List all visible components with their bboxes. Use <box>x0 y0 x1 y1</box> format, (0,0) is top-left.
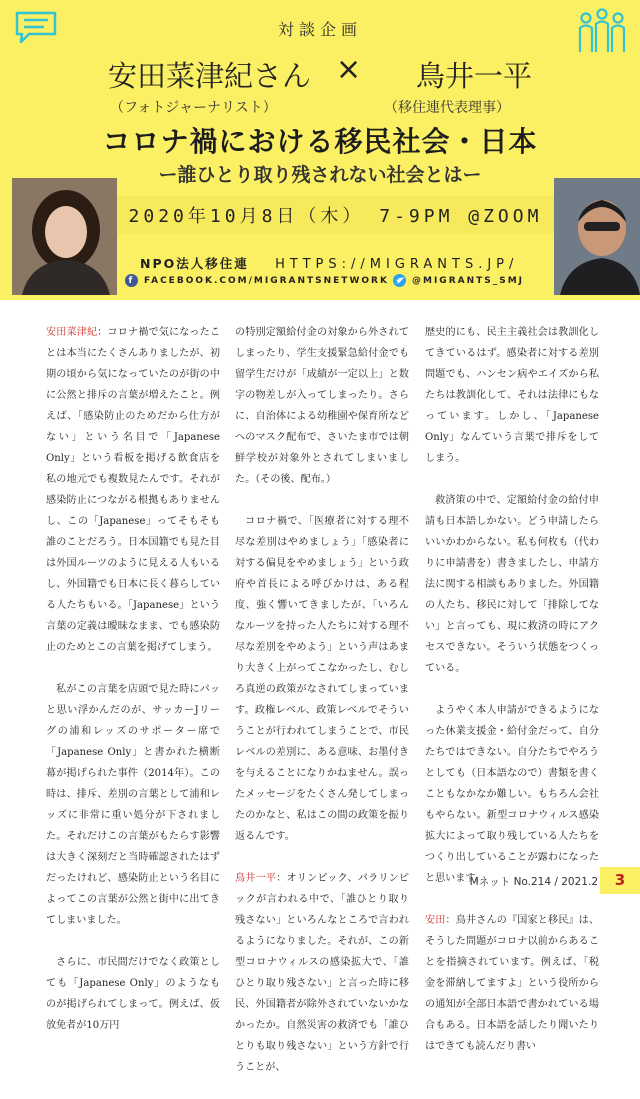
guest2-name: 鳥井一平 <box>416 59 533 93</box>
guest1-name: 安田菜津紀さん <box>108 59 312 93</box>
speaker-name: 安田菜津紀 <box>46 327 98 338</box>
guest1-photo <box>12 178 117 295</box>
org-url-link[interactable]: HTTPS://MIGRANTS.JP/ <box>275 257 519 272</box>
facebook-link[interactable] <box>125 274 389 287</box>
paragraph: コロナ禍で、「医療者に対する理不尽な差別はやめましょう」「感染者に対する偏見をやめましょう」という政府や首長による呼びかけは、ある程度、強く響いてきましたが、「いろんなルーツを持った人たちに対する理不尽な差別をやめよう」という声はあまり大きく上がってこなかったし、むしろ真逆の政策がなされてしまっています。政権レベル、政策レベルでそういうことが行われてしまうことで、市民レベルの差別に、ある意味、お墨付きを与えることになりかねません。誤ったメッセージをたくさん発してしまったのかなと、私はこの間の政策を振り返るんです。 <box>235 516 409 842</box>
guest1-role: （フォトジャーナリスト） <box>110 100 277 116</box>
speaker-name: 鳥井一平 <box>235 873 277 884</box>
event-banner <box>0 0 640 300</box>
series-label: 対談企画 <box>277 20 362 39</box>
paragraph: ようやく本人申請ができるようになった休業支援金・給付金だって、自分たちではできない。自分たちでやろうとしても（日本語なので）書類を書くこともなかなか難しい。もちろん会社もやらない。新型コロナウィルス感染拡大によって取り残している人たちをつくり出していることが露わになったと思います。 <box>425 705 599 884</box>
social-links <box>125 274 545 290</box>
paragraph: 鳥井一平：オリンピック、パラリンピックが言われる中で、「誰ひとり取り残さない」といろんなところで言われるようになりました。それが、この新型コロナウィルスの感染拡大で、「誰ひとり取り残さない」と言った時に移民、外国籍者が除外されていないかなかったか。自然災害の救済でも「誰ひとりも取り残さない」という方針で行うことが、 <box>235 873 410 1073</box>
guest2-role: （移住連代表理事） <box>384 100 510 116</box>
paragraph: 安田：鳥井さんの『国家と移民』は、そうした問題がコロナ以前からあることを指摘されています。例えば、「税金を滞納してますよ」という役所からの通知が全部日本語で書かれている場合もある。日本語を話したり聞いたりはできても読んだり書い <box>425 915 600 1052</box>
cross-symbol: × <box>336 52 362 87</box>
event-subtitle: ー誰ひとり取り残されない社会とはー <box>158 164 482 186</box>
article-column-1 <box>46 322 220 1057</box>
speaker-name: 安田 <box>425 915 446 926</box>
facebook-handle: FACEBOOK.COM/MIGRANTSNETWORK <box>144 275 389 286</box>
event-title: コロナ禍における移民社会・日本 <box>102 125 538 158</box>
paragraph: 歴史的にも、民主主義社会は教訓化してきているはず。感染者に対する差別問題でも、ハンセン病やエイズから私たちは教訓化して、それは法律にもなっています。しかし、「Japanese Only」なんていう言葉で排斥をしてしまう。 <box>425 327 599 464</box>
event-date: 2020年10月8日（木） 7-9PM @ZOOM <box>128 206 543 227</box>
article-column-2 <box>235 322 409 1099</box>
paragraph: 安田菜津紀：コロナ禍で気になったことは本当にたくさんありましたが、初期の頃から気になっていたのが街の中に公然と排斥の言葉が増えたこと。例えば、「感染防止のためだから仕方がない」という名目で「Japanese Only」という看板を掲げる飲食店を私の地元でも複数見たんです。それが感染防止につながる根拠もありませんし、この「Japanese」ってそもそも誰のことだろう。日本国籍でも見た目は外国ルーツのように見える人もいるし、外国籍でも日本に長く暮らしている人たちもいる。「Japanese」という言葉の定義は曖昧なまま、でも感染防止のためとこの言葉を掲げてしまう。 <box>46 327 221 653</box>
org-name: NPO法人移住連 <box>140 256 249 271</box>
page-number: 3 <box>600 867 640 894</box>
paragraph: さらに、市民間だけでなく政策としても「Japanese Only」のようなものが掲げられてしまって。例えば、仮放免者が10万円 <box>46 957 220 1031</box>
twitter-icon <box>393 274 406 287</box>
paragraph: の特別定額給付金の対象から外されてしまったり、学生支援緊急給付金でも留学生だけが「成績が一定以上」と数字の物差しが入ってしまったり。さらに、自治体による幼稚園や保育所などへのマスク配布で、さいたま市では朝鮮学校が対象外とされてしまいました。（その後、配布。） <box>235 327 409 485</box>
facebook-icon: f <box>125 274 138 287</box>
paragraph: 救済策の中で、定額給付金の給付申請も日本語しかない。どう申請したらいいかわからない。私も何枚も（代わりに申請書を）書きましたし、申請方法に関する相談もありました。外国籍の人たち、移民に対して「排除してない」と言っても、現に救済の時にアクセスできない。そういう状態をつくっている。 <box>425 495 599 674</box>
twitter-link[interactable] <box>393 274 524 287</box>
guest-names <box>0 54 640 94</box>
article-column-3 <box>425 322 599 1078</box>
organizer <box>140 254 518 272</box>
guest2-photo <box>554 178 640 295</box>
publication-info: Mネット No.214 / 2021.2 <box>469 876 598 888</box>
paragraph: 私がこの言葉を店頭で見た時にパッと思い浮かんだのが、サッカーJリーグの浦和レッズのサポーター席で「Japanese Only」と書かれた横断幕が掲げられた事件（2014年）。この時は、排斥、差別の言葉として浦和レッズに非常に重い処分が下されました。それだけこの言葉がもたらす影響は大きく深刻だと当時確認されたはずだったけれど、感染防止という名目によってこの言葉が公然と街中に出てきてしまいました。 <box>46 684 220 926</box>
twitter-handle: @MIGRANTS_SMJ <box>412 275 525 286</box>
